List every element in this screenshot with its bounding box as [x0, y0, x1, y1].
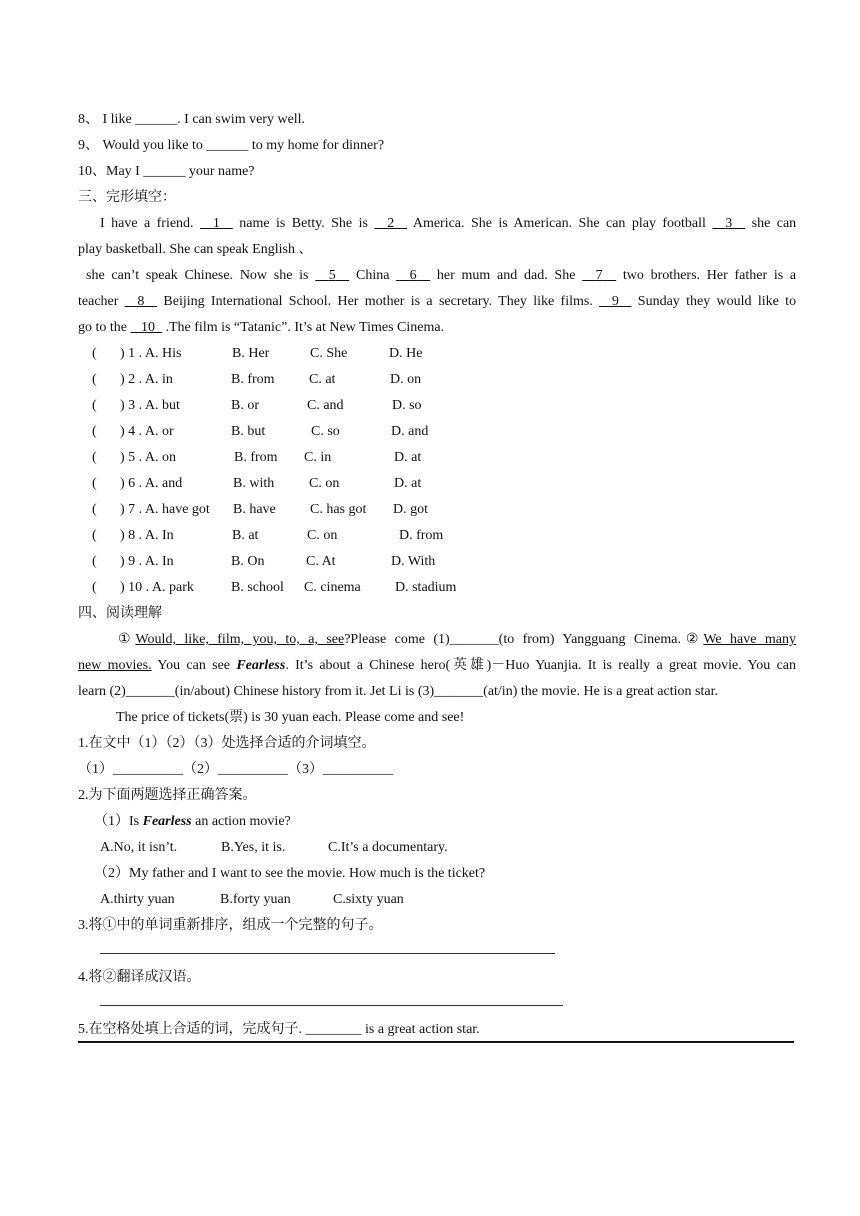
cloze-line-4: teacher 8 Beijing International School. Her mother is a secretary. They like films. 9 Sunday they would like to [78, 294, 797, 309]
section-4-title: 四、阅读理解 [78, 606, 162, 621]
option-row: ( ) 7 . A. have got B. have C. has got D. got [92, 502, 428, 517]
section-3-title: 三、完形填空： [78, 190, 176, 205]
task-3: 3.将①中的单词重新排序，组成一个完整的句子。 [78, 918, 383, 933]
question-9: 9、 Would you like to ______ to my home for dinner? [78, 138, 385, 153]
cloze-blank-7: 7 [595, 268, 603, 283]
cloze-blank-5: 5 [328, 268, 336, 283]
option-row: ( ) 6 . A. and B. with C. on D. at [92, 476, 422, 491]
answer-line-4[interactable] [100, 991, 563, 1006]
option-row: ( ) 5 . A. on B. from C. in D. at [92, 450, 422, 465]
bottom-rule [78, 1041, 794, 1043]
question-10: 10、May I ______ your name? [78, 164, 255, 179]
option-row: ( ) 1 . A. His B. Her C. She D. He [92, 346, 423, 361]
question-8: 8、 I like ______. I can swim very well. [78, 112, 306, 127]
cloze-line-5: go to the 10 .The film is “Tatanic”. It’s at New Times Cinema. [78, 320, 445, 335]
option-row: ( ) 9 . A. In B. On C. At D. With [92, 554, 436, 569]
cloze-line-3: she can’t speak Chinese. Now she is 5 China 6 her mum and dad. She 7 two brothers. Her father is a [86, 268, 797, 283]
cloze-blank-3: 3 [725, 216, 733, 231]
cloze-blank-1: 1 [212, 216, 220, 231]
option-row: ( ) 8 . A. In B. at C. on D. from [92, 528, 444, 543]
cloze-blank-9: 9 [611, 294, 619, 309]
task-2: 2.为下面两题选择正确答案。 [78, 788, 257, 803]
cloze-blank-2: 2 [387, 216, 395, 231]
task-2-q2: （2）My father and I want to see the movie. How much is the ticket? [94, 866, 486, 881]
worksheet-page [78, 107, 796, 1043]
option-row: ( ) 2 . A. in B. from C. at D. on [92, 372, 422, 387]
cloze-line-2: play basketball. She can speak English 、 [78, 242, 313, 257]
option-row: ( ) 10 . A. park B. school C. cinema D. stadium [92, 580, 457, 595]
option-row: ( ) 3 . A. but B. or C. and D. so [92, 398, 422, 413]
task-2-q1-options: A.No, it isn’t. B.Yes, it is. C.It’s a documentary. [100, 840, 448, 855]
task-4: 4.将②翻译成汉语。 [78, 970, 201, 985]
task-1: 1.在文中（1）（2）（3）处选择合适的介词填空。 [78, 736, 376, 751]
task-2-q2-options: A.thirty yuan B.forty yuan C.sixty yuan [100, 892, 404, 907]
cloze-blank-8: 8 [137, 294, 145, 309]
reading-line-2: new movies. You can see Fearless. It’s about a Chinese hero(英雄)－Huo Yuanjia. It is really a great movie. You can [78, 658, 796, 673]
cloze-line-1: I have a friend. 1 name is Betty. She is 2 America. She is American. She can play football 3 she can [100, 216, 797, 231]
cloze-options [78, 341, 796, 601]
reading-line-1: ①Would, like, film, you, to, a, see?Please come (1)_______(to from) Yangguang Cinema.②We have many [118, 632, 796, 647]
task-5: 5.在空格处填上合适的词，完成句子. ________ is a great action star. [78, 1022, 480, 1037]
cloze-blank-6: 6 [409, 268, 417, 283]
reading-line-3: learn (2)_______(in/about) Chinese history from it. Jet Li is (3)_______(at/in) the movie. He is a great action star. [78, 684, 718, 699]
answer-line-3[interactable] [100, 939, 555, 954]
task-2-q1: （1）Is Fearless an action movie? [94, 814, 291, 829]
task-1-blanks: （1）__________（2）__________（3）__________ [78, 762, 393, 777]
reading-line-4: The price of tickets(票) is 30 yuan each. Please come and see! [116, 710, 465, 725]
option-row: ( ) 4 . A. or B. but C. so D. and [92, 424, 429, 439]
cloze-blank-10: 10 [141, 320, 155, 335]
